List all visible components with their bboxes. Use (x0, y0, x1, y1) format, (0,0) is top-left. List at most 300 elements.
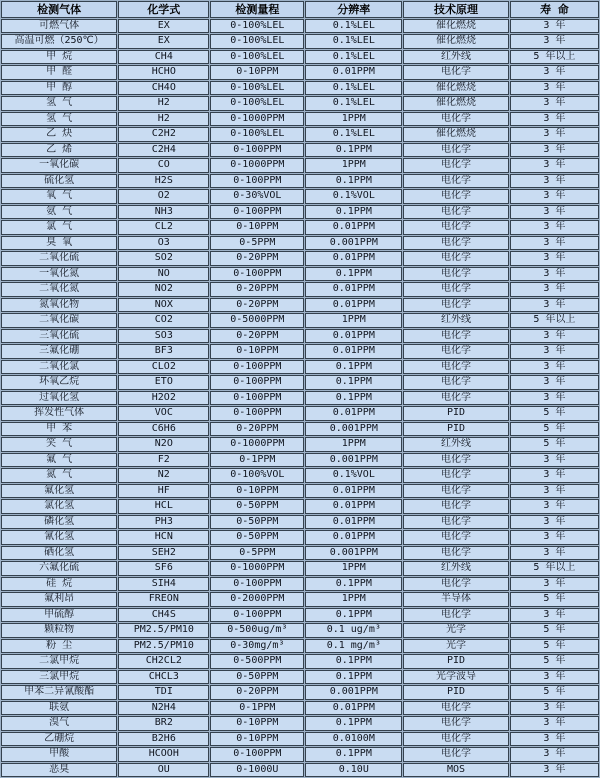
cell-gas: 磷化氢 (1, 515, 117, 530)
cell-resolution: 0.1%LEL (305, 50, 402, 65)
cell-resolution: 0.1PPM (305, 747, 402, 762)
cell-life: 3 年 (510, 732, 599, 747)
cell-gas: 氢 气 (1, 112, 117, 127)
cell-resolution: 0.1PPM (305, 654, 402, 669)
cell-formula: HCHO (118, 65, 209, 80)
cell-formula: CO2 (118, 313, 209, 328)
cell-formula: C2H4 (118, 143, 209, 158)
cell-resolution: 0.1%LEL (305, 81, 402, 96)
cell-range: 0-100%LEL (210, 96, 304, 111)
cell-principle: 催化燃烧 (403, 34, 509, 49)
table-row (1, 375, 599, 390)
cell-principle: 电化学 (403, 189, 509, 204)
cell-formula: SF6 (118, 561, 209, 576)
cell-principle: 电化学 (403, 143, 509, 158)
cell-range: 0-30mg/m³ (210, 639, 304, 654)
cell-gas: 甲硫醇 (1, 608, 117, 623)
cell-range: 0-1PPM (210, 701, 304, 716)
cell-range: 0-20PPM (210, 329, 304, 344)
cell-gas: 六氟化硫 (1, 561, 117, 576)
table-row (1, 561, 599, 576)
cell-life: 3 年 (510, 329, 599, 344)
cell-gas: 一氧化碳 (1, 158, 117, 173)
table-row (1, 174, 599, 189)
cell-range: 0-100PPM (210, 608, 304, 623)
cell-range: 0-20PPM (210, 422, 304, 437)
cell-principle: 电化学 (403, 468, 509, 483)
cell-life: 3 年 (510, 763, 599, 778)
cell-formula: HF (118, 484, 209, 499)
cell-formula: ETO (118, 375, 209, 390)
cell-gas: 二氧化氯 (1, 360, 117, 375)
cell-range: 0-50PPM (210, 515, 304, 530)
cell-principle: 电化学 (403, 112, 509, 127)
cell-principle: 电化学 (403, 282, 509, 297)
cell-principle: 电化学 (403, 158, 509, 173)
cell-range: 0-1000U (210, 763, 304, 778)
cell-principle: 光学 (403, 639, 509, 654)
cell-life: 3 年 (510, 189, 599, 204)
cell-gas: 挥发性气体 (1, 406, 117, 421)
cell-gas: 硫化氢 (1, 174, 117, 189)
cell-range: 0-1000PPM (210, 561, 304, 576)
table-row (1, 282, 599, 297)
cell-range: 0-5PPM (210, 546, 304, 561)
cell-resolution: 0.1%LEL (305, 34, 402, 49)
cell-gas: 二氯甲烷 (1, 654, 117, 669)
table-row (1, 251, 599, 266)
table-row (1, 515, 599, 530)
table-row (1, 484, 599, 499)
cell-principle: 电化学 (403, 65, 509, 80)
cell-range: 0-30%VOL (210, 189, 304, 204)
cell-life: 5 年 (510, 623, 599, 638)
cell-principle: 红外线 (403, 561, 509, 576)
cell-life: 3 年 (510, 34, 599, 49)
cell-formula: O2 (118, 189, 209, 204)
cell-life: 3 年 (510, 344, 599, 359)
cell-resolution: 0.01PPM (305, 499, 402, 514)
cell-formula: C6H6 (118, 422, 209, 437)
cell-life: 3 年 (510, 530, 599, 545)
cell-formula: EX (118, 34, 209, 49)
cell-range: 0-50PPM (210, 530, 304, 545)
cell-principle: 电化学 (403, 499, 509, 514)
cell-formula: HCL (118, 499, 209, 514)
table-row (1, 220, 599, 235)
cell-formula: NO2 (118, 282, 209, 297)
cell-formula: H2O2 (118, 391, 209, 406)
cell-resolution: 0.10U (305, 763, 402, 778)
cell-principle: PID (403, 406, 509, 421)
cell-life: 3 年 (510, 236, 599, 251)
cell-life: 5 年以上 (510, 313, 599, 328)
cell-range: 0-20PPM (210, 298, 304, 313)
table-row (1, 112, 599, 127)
cell-range: 0-1000PPM (210, 112, 304, 127)
cell-resolution: 0.01PPM (305, 530, 402, 545)
cell-principle: 电化学 (403, 174, 509, 189)
cell-gas: 乙硼烷 (1, 732, 117, 747)
table-row (1, 747, 599, 762)
cell-principle: 电化学 (403, 251, 509, 266)
cell-gas: 乙 烯 (1, 143, 117, 158)
cell-life: 3 年 (510, 298, 599, 313)
cell-range: 0-100PPM (210, 375, 304, 390)
cell-gas: 恶臭 (1, 763, 117, 778)
cell-resolution: 1PPM (305, 592, 402, 607)
cell-gas: 甲 苯 (1, 422, 117, 437)
cell-formula: NOX (118, 298, 209, 313)
cell-formula: BF3 (118, 344, 209, 359)
cell-life: 3 年 (510, 716, 599, 731)
cell-formula: H2 (118, 96, 209, 111)
cell-life: 5 年 (510, 422, 599, 437)
cell-resolution: 0.1%VOL (305, 189, 402, 204)
cell-gas: 氨 气 (1, 205, 117, 220)
cell-formula: HCN (118, 530, 209, 545)
cell-principle: MOS (403, 763, 509, 778)
cell-range: 0-20PPM (210, 282, 304, 297)
cell-principle: 光学波导 (403, 670, 509, 685)
cell-formula: N2 (118, 468, 209, 483)
table-row (1, 34, 599, 49)
cell-resolution: 1PPM (305, 313, 402, 328)
cell-range: 0-5PPM (210, 236, 304, 251)
cell-formula: N2H4 (118, 701, 209, 716)
cell-life: 3 年 (510, 499, 599, 514)
cell-range: 0-2000PPM (210, 592, 304, 607)
cell-range: 0-100PPM (210, 143, 304, 158)
cell-life: 3 年 (510, 251, 599, 266)
cell-range: 0-10PPM (210, 716, 304, 731)
cell-formula: CH4 (118, 50, 209, 65)
cell-formula: HCOOH (118, 747, 209, 762)
cell-life: 3 年 (510, 282, 599, 297)
table-row (1, 763, 599, 778)
cell-formula: CHCL3 (118, 670, 209, 685)
cell-life: 3 年 (510, 96, 599, 111)
table-row (1, 716, 599, 731)
cell-resolution: 0.01PPM (305, 484, 402, 499)
cell-range: 0-50PPM (210, 499, 304, 514)
cell-life: 5 年 (510, 654, 599, 669)
cell-formula: C2H2 (118, 127, 209, 142)
cell-life: 3 年 (510, 127, 599, 142)
cell-gas: 甲苯二异氰酸酯 (1, 685, 117, 700)
cell-life: 3 年 (510, 391, 599, 406)
cell-resolution: 0.1PPM (305, 716, 402, 731)
cell-resolution: 0.01PPM (305, 298, 402, 313)
cell-range: 0-100PPM (210, 205, 304, 220)
cell-formula: EX (118, 19, 209, 34)
cell-gas: 乙 炔 (1, 127, 117, 142)
table-row (1, 654, 599, 669)
cell-gas: 氯 气 (1, 220, 117, 235)
cell-life: 3 年 (510, 577, 599, 592)
table-row (1, 81, 599, 96)
cell-gas: 三氟化硼 (1, 344, 117, 359)
cell-principle: 电化学 (403, 747, 509, 762)
table-row (1, 158, 599, 173)
table-row (1, 267, 599, 282)
cell-gas: 甲 醛 (1, 65, 117, 80)
cell-range: 0-500ug/m³ (210, 623, 304, 638)
table-row (1, 499, 599, 514)
cell-resolution: 0.1PPM (305, 608, 402, 623)
table-row (1, 127, 599, 142)
header-cell-range: 检测量程 (210, 1, 304, 18)
cell-formula: CO (118, 158, 209, 173)
cell-life: 3 年 (510, 112, 599, 127)
cell-principle: 电化学 (403, 453, 509, 468)
table-row (1, 329, 599, 344)
cell-formula: OU (118, 763, 209, 778)
cell-range: 0-100PPM (210, 391, 304, 406)
cell-life: 3 年 (510, 267, 599, 282)
table-row (1, 437, 599, 452)
cell-formula: VOC (118, 406, 209, 421)
cell-life: 5 年以上 (510, 50, 599, 65)
cell-formula: CH2CL2 (118, 654, 209, 669)
cell-life: 5 年 (510, 437, 599, 452)
cell-principle: 电化学 (403, 344, 509, 359)
cell-gas: 高温可燃（250℃） (1, 34, 117, 49)
cell-resolution: 0.1PPM (305, 267, 402, 282)
cell-range: 0-100PPM (210, 360, 304, 375)
cell-range: 0-100%VOL (210, 468, 304, 483)
cell-resolution: 1PPM (305, 561, 402, 576)
cell-range: 0-10PPM (210, 484, 304, 499)
cell-principle: 电化学 (403, 701, 509, 716)
cell-formula: FREON (118, 592, 209, 607)
cell-resolution: 0.1PPM (305, 670, 402, 685)
header-cell-principle: 技术原理 (403, 1, 509, 18)
cell-gas: 氮 气 (1, 468, 117, 483)
cell-range: 0-20PPM (210, 251, 304, 266)
table-row (1, 236, 599, 251)
cell-life: 3 年 (510, 143, 599, 158)
table-row (1, 360, 599, 375)
table-row (1, 391, 599, 406)
cell-gas: 三氧化硫 (1, 329, 117, 344)
cell-gas: 二氧化硫 (1, 251, 117, 266)
cell-resolution: 0.1%LEL (305, 19, 402, 34)
cell-principle: 电化学 (403, 716, 509, 731)
cell-formula: SIH4 (118, 577, 209, 592)
cell-principle: 电化学 (403, 205, 509, 220)
cell-principle: 电化学 (403, 546, 509, 561)
header-cell-resolution: 分辨率 (305, 1, 402, 18)
cell-range: 0-10PPM (210, 65, 304, 80)
table-row (1, 530, 599, 545)
cell-resolution: 0.1PPM (305, 375, 402, 390)
cell-resolution: 0.1PPM (305, 391, 402, 406)
table-row (1, 577, 599, 592)
cell-formula: NO (118, 267, 209, 282)
cell-gas: 可燃气体 (1, 19, 117, 34)
cell-range: 0-100PPM (210, 174, 304, 189)
cell-life: 3 年 (510, 65, 599, 80)
table-row (1, 205, 599, 220)
cell-gas: 过氧化氢 (1, 391, 117, 406)
cell-resolution: 0.001PPM (305, 453, 402, 468)
cell-gas: 氮氧化物 (1, 298, 117, 313)
cell-formula: PM2.5/PM10 (118, 623, 209, 638)
cell-life: 3 年 (510, 220, 599, 235)
cell-gas: 硅 烷 (1, 577, 117, 592)
cell-resolution: 0.1PPM (305, 143, 402, 158)
cell-range: 0-100%LEL (210, 127, 304, 142)
cell-gas: 氟利昂 (1, 592, 117, 607)
cell-life: 5 年 (510, 639, 599, 654)
cell-resolution: 0.01PPM (305, 515, 402, 530)
cell-range: 0-100PPM (210, 577, 304, 592)
cell-gas: 氰化氢 (1, 530, 117, 545)
cell-resolution: 0.001PPM (305, 546, 402, 561)
cell-gas: 环氧乙烷 (1, 375, 117, 390)
cell-resolution: 0.0100M (305, 732, 402, 747)
table-row (1, 592, 599, 607)
cell-principle: 光学 (403, 623, 509, 638)
cell-formula: BR2 (118, 716, 209, 731)
cell-principle: 电化学 (403, 484, 509, 499)
cell-life: 3 年 (510, 453, 599, 468)
cell-gas: 二氧化氮 (1, 282, 117, 297)
cell-principle: 电化学 (403, 530, 509, 545)
table-row (1, 422, 599, 437)
cell-life: 5 年 (510, 592, 599, 607)
cell-resolution: 1PPM (305, 112, 402, 127)
table-row (1, 546, 599, 561)
cell-resolution: 0.01PPM (305, 406, 402, 421)
cell-gas: 三氯甲烷 (1, 670, 117, 685)
table-header-row (1, 1, 599, 18)
table-row (1, 298, 599, 313)
cell-life: 3 年 (510, 19, 599, 34)
table-row (1, 96, 599, 111)
cell-formula: SO3 (118, 329, 209, 344)
cell-gas: 氟 气 (1, 453, 117, 468)
cell-resolution: 0.1PPM (305, 174, 402, 189)
cell-range: 0-1000PPM (210, 158, 304, 173)
cell-principle: 电化学 (403, 236, 509, 251)
cell-gas: 粉 尘 (1, 639, 117, 654)
cell-formula: N2O (118, 437, 209, 452)
cell-principle: 红外线 (403, 313, 509, 328)
cell-formula: PH3 (118, 515, 209, 530)
cell-resolution: 1PPM (305, 437, 402, 452)
cell-resolution: 0.1%VOL (305, 468, 402, 483)
cell-principle: 催化燃烧 (403, 19, 509, 34)
cell-resolution: 0.1PPM (305, 577, 402, 592)
cell-range: 0-100PPM (210, 267, 304, 282)
cell-life: 5 年以上 (510, 561, 599, 576)
table-row (1, 189, 599, 204)
table-row (1, 143, 599, 158)
cell-resolution: 0.1 mg/m³ (305, 639, 402, 654)
cell-gas: 氯化氢 (1, 499, 117, 514)
cell-range: 0-100PPM (210, 406, 304, 421)
cell-principle: 电化学 (403, 375, 509, 390)
cell-formula: PM2.5/PM10 (118, 639, 209, 654)
cell-gas: 甲 醇 (1, 81, 117, 96)
cell-life: 3 年 (510, 701, 599, 716)
cell-principle: 电化学 (403, 267, 509, 282)
cell-formula: F2 (118, 453, 209, 468)
cell-range: 0-100PPM (210, 747, 304, 762)
cell-formula: CLO2 (118, 360, 209, 375)
cell-principle: 电化学 (403, 220, 509, 235)
cell-life: 3 年 (510, 360, 599, 375)
cell-range: 0-10PPM (210, 344, 304, 359)
table-row (1, 701, 599, 716)
cell-range: 0-1000PPM (210, 437, 304, 452)
table-row (1, 732, 599, 747)
cell-gas: 氧 气 (1, 189, 117, 204)
cell-life: 3 年 (510, 81, 599, 96)
cell-range: 0-10PPM (210, 220, 304, 235)
cell-life: 3 年 (510, 468, 599, 483)
cell-formula: B2H6 (118, 732, 209, 747)
cell-resolution: 0.1 ug/m³ (305, 623, 402, 638)
table-row (1, 608, 599, 623)
cell-life: 3 年 (510, 375, 599, 390)
cell-principle: 红外线 (403, 50, 509, 65)
cell-range: 0-10PPM (210, 732, 304, 747)
table-row (1, 623, 599, 638)
cell-principle: 电化学 (403, 732, 509, 747)
cell-principle: 半导体 (403, 592, 509, 607)
cell-principle: 电化学 (403, 391, 509, 406)
cell-formula: NH3 (118, 205, 209, 220)
cell-gas: 联氨 (1, 701, 117, 716)
cell-range: 0-1PPM (210, 453, 304, 468)
cell-resolution: 0.01PPM (305, 329, 402, 344)
cell-principle: PID (403, 685, 509, 700)
cell-range: 0-100%LEL (210, 81, 304, 96)
cell-resolution: 0.1PPM (305, 360, 402, 375)
cell-resolution: 0.1PPM (305, 205, 402, 220)
cell-formula: CL2 (118, 220, 209, 235)
cell-gas: 一氧化氮 (1, 267, 117, 282)
cell-gas: 笑 气 (1, 437, 117, 452)
cell-principle: 电化学 (403, 329, 509, 344)
cell-gas: 溴气 (1, 716, 117, 731)
cell-formula: SO2 (118, 251, 209, 266)
cell-principle: 催化燃烧 (403, 127, 509, 142)
table-row (1, 19, 599, 34)
cell-life: 3 年 (510, 515, 599, 530)
cell-resolution: 0.01PPM (305, 344, 402, 359)
cell-formula: TDI (118, 685, 209, 700)
cell-principle: 电化学 (403, 577, 509, 592)
cell-resolution: 0.01PPM (305, 251, 402, 266)
cell-life: 3 年 (510, 205, 599, 220)
cell-range: 0-500PPM (210, 654, 304, 669)
header-cell-gas: 检测气体 (1, 1, 117, 18)
cell-range: 0-5000PPM (210, 313, 304, 328)
cell-gas: 甲 烷 (1, 50, 117, 65)
cell-formula: CH4S (118, 608, 209, 623)
cell-gas: 臭 氧 (1, 236, 117, 251)
cell-formula: CH4O (118, 81, 209, 96)
cell-principle: 催化燃烧 (403, 96, 509, 111)
cell-principle: 电化学 (403, 608, 509, 623)
cell-formula: H2 (118, 112, 209, 127)
cell-life: 3 年 (510, 484, 599, 499)
cell-principle: PID (403, 422, 509, 437)
